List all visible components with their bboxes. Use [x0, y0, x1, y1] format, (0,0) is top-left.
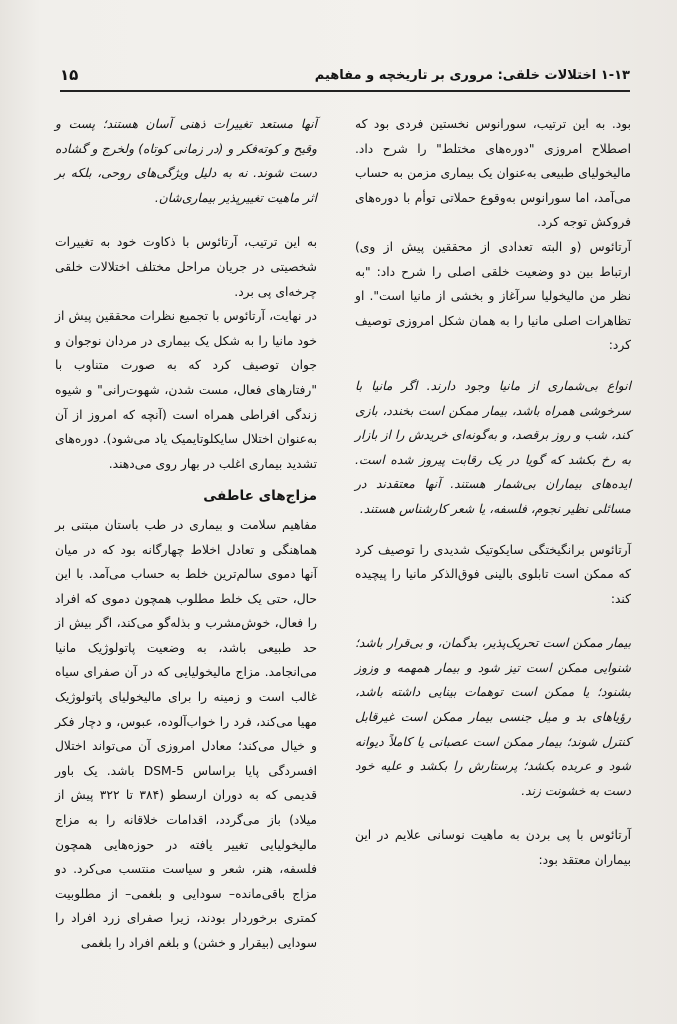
- chapter-title: ۱-۱۳ اختلالات خلقی: مروری بر تاریخچه و مفاهیم: [314, 68, 630, 83]
- paragraph: بود. به این ترتیب، سورانوس نخستین فردی بود که اصطلاح امروزی "دوره‌های مختلط" را شرح داد. مالیخولیای طبیعی به‌عنوان یک بیماری مزمن به حساب می‌آمد، اما سورانوس به‌وقوع حملاتی توأم با دوره‌های فروکش توجه کرد.: [355, 117, 631, 230]
- section-heading: مزاج‌های عاطفی: [203, 488, 317, 505]
- paragraph: مفاهیم سلامت و بیماری در طب باستان مبتنی بر هماهنگی و تعادل اخلاط چهارگانه بود که در میان آنها دموی سالم‌ترین خلط به حساب می‌آمد. با این حال، حتی یک خلط مطلوب همچون دموی که افراد را فعال، خوش‌مشرب و بذله‌گو می‌کند، اگر بیش از حد طبیعی باشد، به وضعیت پاتولوژیک مانیا می‌انجامد. مزاج مالیخولیایی که در آن صفرای سیاه غالب است و زمینه را برای مالیخولیای پاتولوژیک مهیا می‌کند، فرد را خواب‌آلوده، عبوس، و دچار فکر و خیال می‌کند؛ معادل امروزی آن می‌تواند اختلال افسردگی پایا براساس DSM-5 باشد. یک باور قدیمی که به دوران ارسطو (۳۸۴ تا ۳۲۲ پیش از میلاد) باز می‌گردد، اقدامات خلاقانه را به مزاج مالیخولیایی تغییر یافته در حوزه‌هایی همچون فلسفه، هنر، شعر و سیاست منتسب می‌کرد. دو مزاج باقی‌مانده– سودایی و بلغمی– از مطلوبیت کمتری برخوردار بودند، زیرا صفرای زرد افراد را سودایی (بیقرار و خشن) و بلغم افراد را بلغمی: [55, 517, 317, 950]
- block-quote: آنها مستعد تغییرات ذهنی آسان هستند؛ پست و وقیح و کوته‌فکر و (در زمانی کوتاه) ولخرج و گشاده دست شوند. نه به دلیل ویژگی‌های روحی، بلکه بر اثر ماهیت تغییرپذیر بیماری‌شان.: [55, 117, 317, 205]
- block-quote: انواع بی‌شماری از مانیا وجود دارند. اگر مانیا با سرخوشی همراه باشد، بیمار ممکن است بخندد، بازی کند، شب و روز برقصد، و به‌گونه‌ای خریدش را از بازار به رخ بکشد که گویا در یک رقابت پیروز شده است. ایده‌های بیماران بی‌شمار هستند. آنها معتقدند در مسائلی نظیر نجوم، فلسفه، یا شعر کارشناس هستند.: [355, 378, 631, 516]
- page-number: ۱۵: [60, 66, 79, 84]
- paragraph: به این ترتیب، آرتائوس با ذکاوت خود به تغییرات شخصیتی در جریان مراحل مختلف اختلالات خلقی چرخه‌ای پی برد.: [55, 235, 317, 299]
- paragraph: آرتائوس با پی بردن به ماهیت نوسانی علایم در این بیماران معتقد بود:: [355, 828, 631, 868]
- block-quote: بیمار ممکن است تحریک‌پذیر، بدگمان، و بی‌قرار باشد؛ شنوایی ممکن است تیز شود و بیمار همهمه و وزوز بشنود؛ یا ممکن است توهمات بینایی داشته باشد، رؤیاهای بد و میل جنسی بیمار ممکن است غیرقابل کنترل شوند؛ بیمار ممکن است عصبانی یا کاملاً دیوانه شود و عربده بکشد؛ پرستارش را بکشد و علیه خود دست به خشونت زند.: [355, 636, 631, 798]
- running-header: [60, 62, 630, 92]
- right-column: [355, 112, 631, 873]
- paragraph: آرتائوس (و البته تعدادی از محققین پیش از وی) ارتباط بین دو وضعیت خلقی اصلی را شرح داد: "به نظر من مالیخولیا سرآغاز و بخشی از مانیا است". او تظاهرات اصلی مانیا را به همان شکل امروزی توصیف کرد:: [355, 239, 631, 353]
- left-column: [55, 112, 317, 956]
- paragraph: در نهایت، آرتائوس با تجمیع نظرات محققین پیش از خود مانیا را به شکل یک بیماری در مردان نوجوان و جوان توصیف کرد که به صورت متناوب با "رفتارهای فعال، مست شدن، شهوت‌رانی" و شیوه زندگی افراطی همراه است (آنچه که امروز از آن به‌عنوان اختلال سایکلوتایمیک یاد می‌شود). دوره‌های تشدید بیماری اغلب در بهار روی می‌دهند.: [55, 309, 317, 471]
- paragraph: آرتائوس برانگیختگی سایکوتیک شدیدی را توصیف کرد که ممکن است تابلوی بالینی فوق‌الذکر مانیا را پیچیده کند:: [355, 542, 631, 606]
